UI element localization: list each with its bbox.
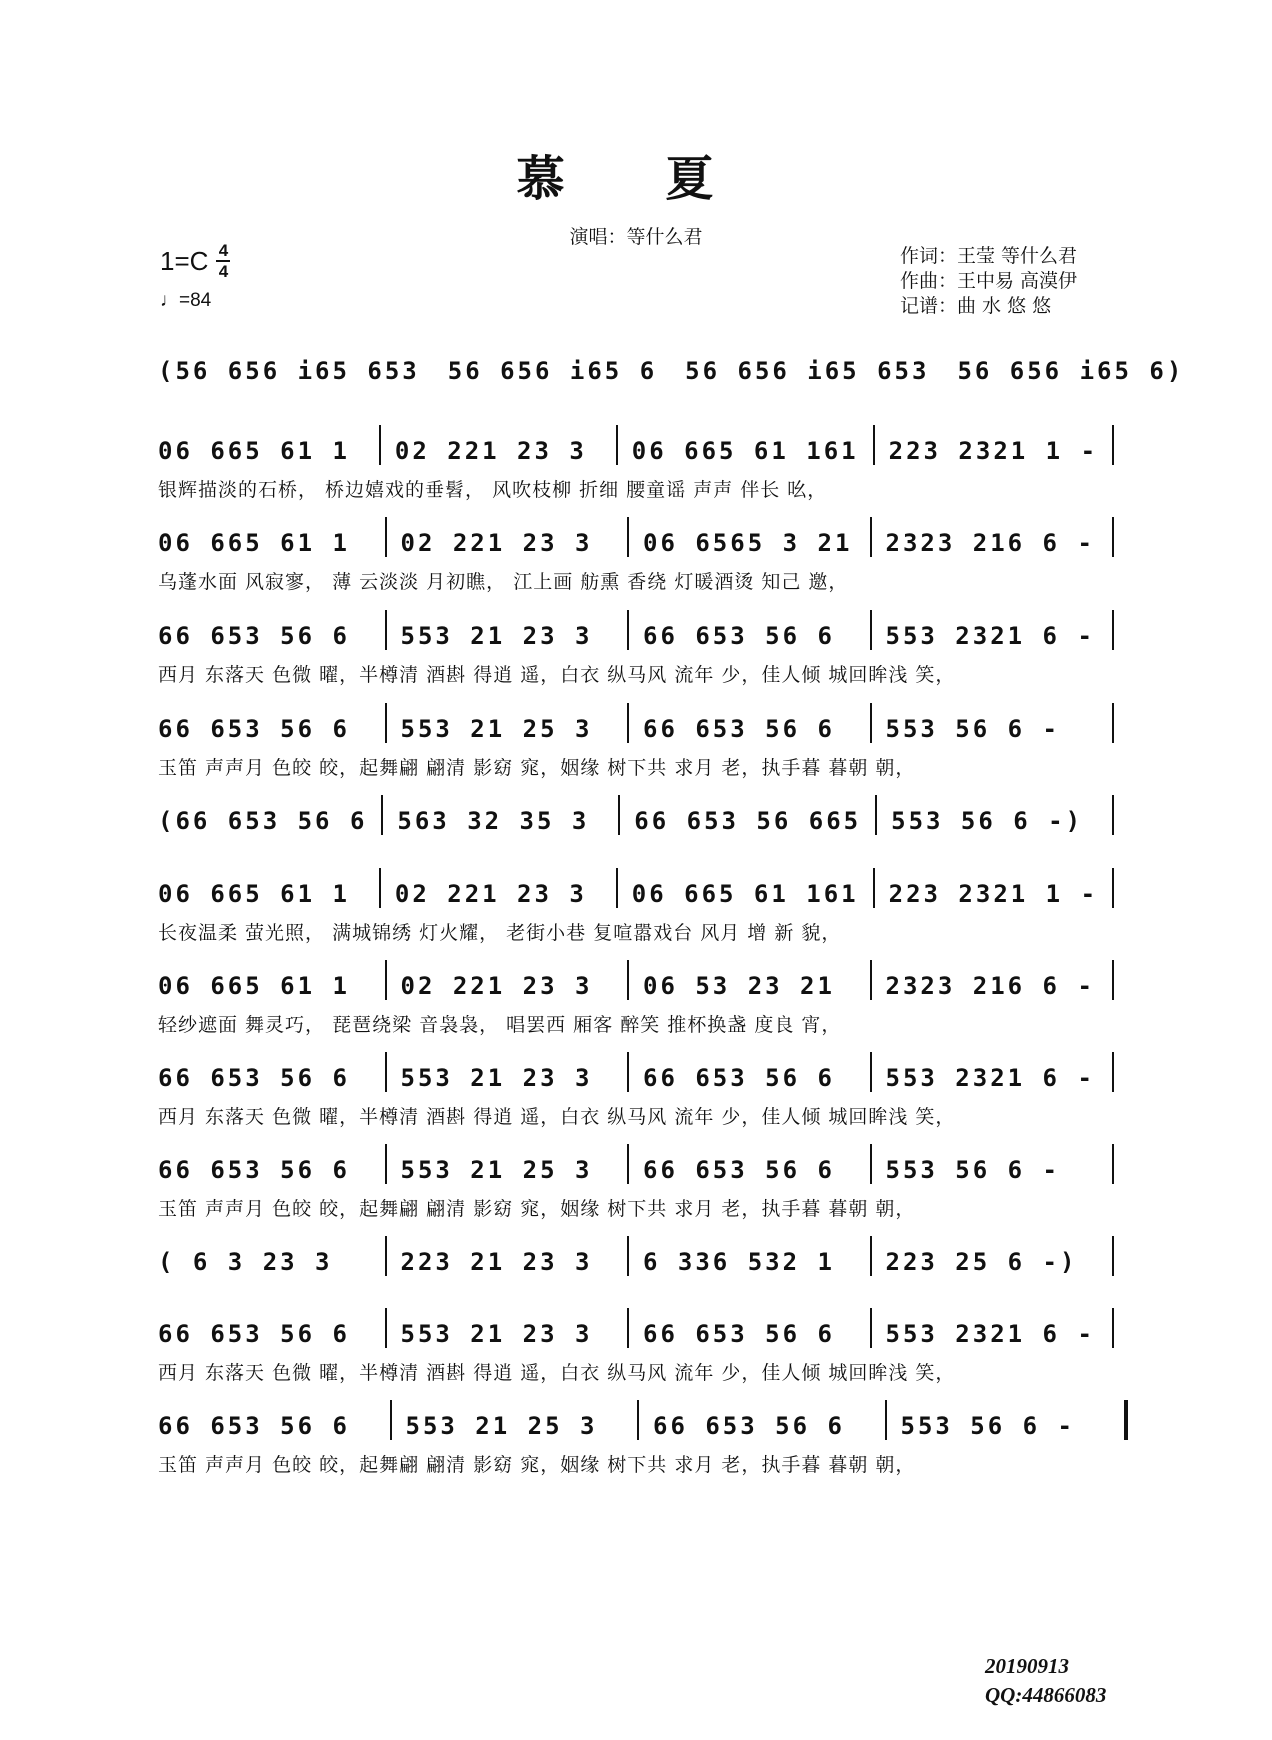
credits: [900, 244, 1077, 319]
barline: [870, 703, 872, 743]
barline: [616, 425, 618, 465]
barline: [870, 1144, 872, 1184]
barline: [385, 1236, 387, 1276]
score-row: [158, 1144, 1128, 1220]
measure: 553 21 25 3: [405, 1412, 598, 1440]
barline: [385, 517, 387, 557]
notation-line: [158, 345, 1185, 385]
lyric-line: 西月 东落天 色微 曜，半樽清 酒斟 得逍 遥，白衣 纵马风 流年 少，佳人倾 城回眸浅 笑，: [158, 664, 956, 686]
notation-line: [158, 960, 1128, 1000]
notation-line: [158, 868, 1128, 908]
measure: 553 21 25 3: [400, 1156, 593, 1184]
barline: [873, 425, 875, 465]
barline: [627, 1052, 629, 1092]
measure: 02 221 23 3: [400, 529, 593, 557]
barline: [1124, 1400, 1128, 1440]
barline: [627, 1308, 629, 1348]
measure: 66 653 56 665: [634, 807, 862, 835]
notation-line: [158, 1308, 1128, 1348]
measure: 66 653 56 6: [643, 1064, 835, 1092]
lyricist: 作词：王莹 等什么君: [900, 245, 1078, 267]
measure: 02 221 23 3: [394, 437, 587, 465]
measure: 66 653 56 6: [643, 1320, 835, 1348]
barline: [870, 960, 872, 1000]
score-row: [158, 868, 1128, 944]
measure: 56 656 i65 6: [447, 357, 658, 385]
measure: 553 21 23 3: [400, 622, 593, 650]
lyric-line: 玉笛 声声月 色皎 皎，起舞翩 翩清 影窈 窕，姻缘 树下共 求月 老，执手暮 暮朝 朝，: [158, 1454, 916, 1476]
barline: [627, 960, 629, 1000]
barline: [627, 703, 629, 743]
barline: [870, 1308, 872, 1348]
measure: 223 2321 1 -: [888, 437, 1099, 465]
measure: 553 2321 6 -: [885, 1320, 1095, 1348]
composer: 作曲：王中易 高漠伊: [900, 270, 1078, 292]
barline: [385, 960, 387, 1000]
measure: 553 56 6 -: [885, 1156, 1060, 1184]
score-row: [158, 1400, 1128, 1476]
measure: 223 21 23 3: [400, 1248, 593, 1276]
barline: [616, 868, 618, 908]
barline: [870, 1052, 872, 1092]
measure: 2323 216 6 -: [885, 972, 1095, 1000]
measure: 553 56 6 -): [891, 807, 1084, 835]
notation-line: [158, 795, 1128, 835]
notation-line: [158, 1052, 1128, 1092]
measure: (56 656 i65 653: [158, 357, 420, 385]
singer-line: 演唱：等什么君: [569, 226, 703, 248]
score-row: [158, 425, 1128, 501]
barline: [1112, 960, 1114, 1000]
barline: [627, 517, 629, 557]
measure: 56 656 i65 653: [685, 357, 930, 385]
measure: 563 32 35 3: [397, 807, 590, 835]
footer: [985, 1652, 1106, 1710]
barline: [385, 610, 387, 650]
score-row: [158, 1236, 1128, 1276]
measure: 06 53 23 21: [643, 972, 835, 1000]
measure: 06 665 61 1: [158, 437, 350, 465]
barline: [385, 703, 387, 743]
notation-line: [158, 1144, 1128, 1184]
barline: [379, 425, 381, 465]
barline: [873, 868, 875, 908]
measure: 06 665 61 1: [158, 529, 350, 557]
measure: 2323 216 6 -: [885, 529, 1095, 557]
measure: 66 653 56 6: [643, 622, 835, 650]
score-row: [158, 1052, 1128, 1128]
measure: 66 653 56 6: [158, 1064, 350, 1092]
barline: [1112, 610, 1114, 650]
measure: 06 665 61 161: [631, 880, 859, 908]
song-title: 慕 夏: [516, 151, 756, 207]
footer-qq: QQ:44866083: [985, 1683, 1107, 1707]
barline: [390, 1400, 392, 1440]
measure: 66 653 56 6: [643, 715, 835, 743]
measure: 223 2321 1 -: [888, 880, 1099, 908]
score-row: [158, 610, 1128, 686]
barline: [1112, 703, 1114, 743]
score-row: [158, 703, 1128, 779]
lyric-line: 玉笛 声声月 色皎 皎，起舞翩 翩清 影窈 窕，姻缘 树下共 求月 老，执手暮 暮朝 朝，: [158, 1198, 916, 1220]
measure: 02 221 23 3: [394, 880, 587, 908]
time-signature: $\frac{4}{4}$: [216, 242, 230, 280]
tempo-marking: ♩=84: [160, 290, 212, 311]
measure: 553 21 23 3: [400, 1064, 593, 1092]
footer-date: 20190913: [985, 1654, 1069, 1678]
barline: [870, 1236, 872, 1276]
measure: 553 56 6 -: [900, 1412, 1075, 1440]
measure: 553 2321 6 -: [885, 1064, 1095, 1092]
barline: [875, 795, 877, 835]
lyric-line: 轻纱遮面 舞灵巧， 琵琶绕梁 音袅袅， 唱罢西 厢客 醉笑 推杯换盏 度良 宵，: [158, 1014, 842, 1036]
barline: [385, 1052, 387, 1092]
measure: ( 6 3 23 3: [158, 1248, 333, 1276]
score-row: [158, 345, 1185, 385]
measure: 66 653 56 6: [158, 1320, 350, 1348]
lyric-line: 银辉描淡的石桥， 桥边嬉戏的垂髫， 风吹枝柳 折细 腰童谣 声声 伴长 吆，: [158, 479, 828, 501]
measure: 66 653 56 6: [158, 715, 350, 743]
measure: 66 653 56 6: [653, 1412, 845, 1440]
score-row: [158, 517, 1128, 593]
barline: [870, 517, 872, 557]
barline: [1112, 425, 1114, 465]
notation-line: [158, 517, 1128, 557]
score-row: [158, 1308, 1128, 1384]
measure: 02 221 23 3: [400, 972, 593, 1000]
notation-line: [158, 610, 1128, 650]
measure: 553 21 23 3: [400, 1320, 593, 1348]
barline: [1112, 1052, 1114, 1092]
barline: [1112, 1236, 1114, 1276]
measure: 66 653 56 6: [158, 1156, 350, 1184]
measure: 6 336 532 1: [643, 1248, 835, 1276]
key-signature: [160, 242, 230, 280]
barline: [379, 868, 381, 908]
barline: [637, 1400, 639, 1440]
score-row: [158, 960, 1128, 1036]
notation-line: [158, 1400, 1128, 1440]
measure: 66 653 56 6: [643, 1156, 835, 1184]
measure: 66 653 56 6: [158, 1412, 350, 1440]
measure: 553 2321 6 -: [885, 622, 1095, 650]
lyric-line: 长夜温柔 萤光照， 满城锦绣 灯火耀， 老街小巷 复喧嚣戏台 风月 增 新 貌，: [158, 922, 842, 944]
barline: [618, 795, 620, 835]
barline: [1112, 1308, 1114, 1348]
barline: [385, 1144, 387, 1184]
barline: [1112, 1144, 1114, 1184]
measure: (66 653 56 6: [158, 807, 368, 835]
barline: [1112, 517, 1114, 557]
measure: 553 56 6 -: [885, 715, 1060, 743]
lyric-line: 西月 东落天 色微 曜，半樽清 酒斟 得逍 遥，白衣 纵马风 流年 少，佳人倾 城回眸浅 笑，: [158, 1106, 956, 1128]
barline: [627, 1236, 629, 1276]
lyric-line: 玉笛 声声月 色皎 皎，起舞翩 翩清 影窈 窕，姻缘 树下共 求月 老，执手暮 暮朝 朝，: [158, 757, 916, 779]
barline: [385, 1308, 387, 1348]
measure: 56 656 i65 6): [957, 357, 1185, 385]
lyric-line: 乌蓬水面 风寂寥， 薄 云淡淡 月初瞧， 江上画 舫熏 香绕 灯暖酒烫 知己 邀，: [158, 571, 849, 593]
key-label: 1=C: [160, 245, 209, 276]
barline: [1112, 795, 1114, 835]
barline: [1112, 868, 1114, 908]
measure: 06 665 61 161: [631, 437, 859, 465]
transcriber: 记谱：曲 水 悠 悠: [900, 295, 1052, 317]
barline: [381, 795, 383, 835]
measure: 66 653 56 6: [158, 622, 350, 650]
lyric-line: 西月 东落天 色微 曜，半樽清 酒斟 得逍 遥，白衣 纵马风 流年 少，佳人倾 城回眸浅 笑，: [158, 1362, 956, 1384]
barline: [627, 1144, 629, 1184]
barline: [885, 1400, 887, 1440]
barline: [870, 610, 872, 650]
measure: 223 25 6 -): [885, 1248, 1078, 1276]
notation-line: [158, 1236, 1128, 1276]
score-row: [158, 795, 1128, 835]
measure: 553 21 25 3: [400, 715, 593, 743]
measure: 06 665 61 1: [158, 972, 350, 1000]
notation-line: [158, 703, 1128, 743]
measure: 06 6565 3 21: [643, 529, 853, 557]
measure: 06 665 61 1: [158, 880, 350, 908]
notation-line: [158, 425, 1128, 465]
barline: [627, 610, 629, 650]
